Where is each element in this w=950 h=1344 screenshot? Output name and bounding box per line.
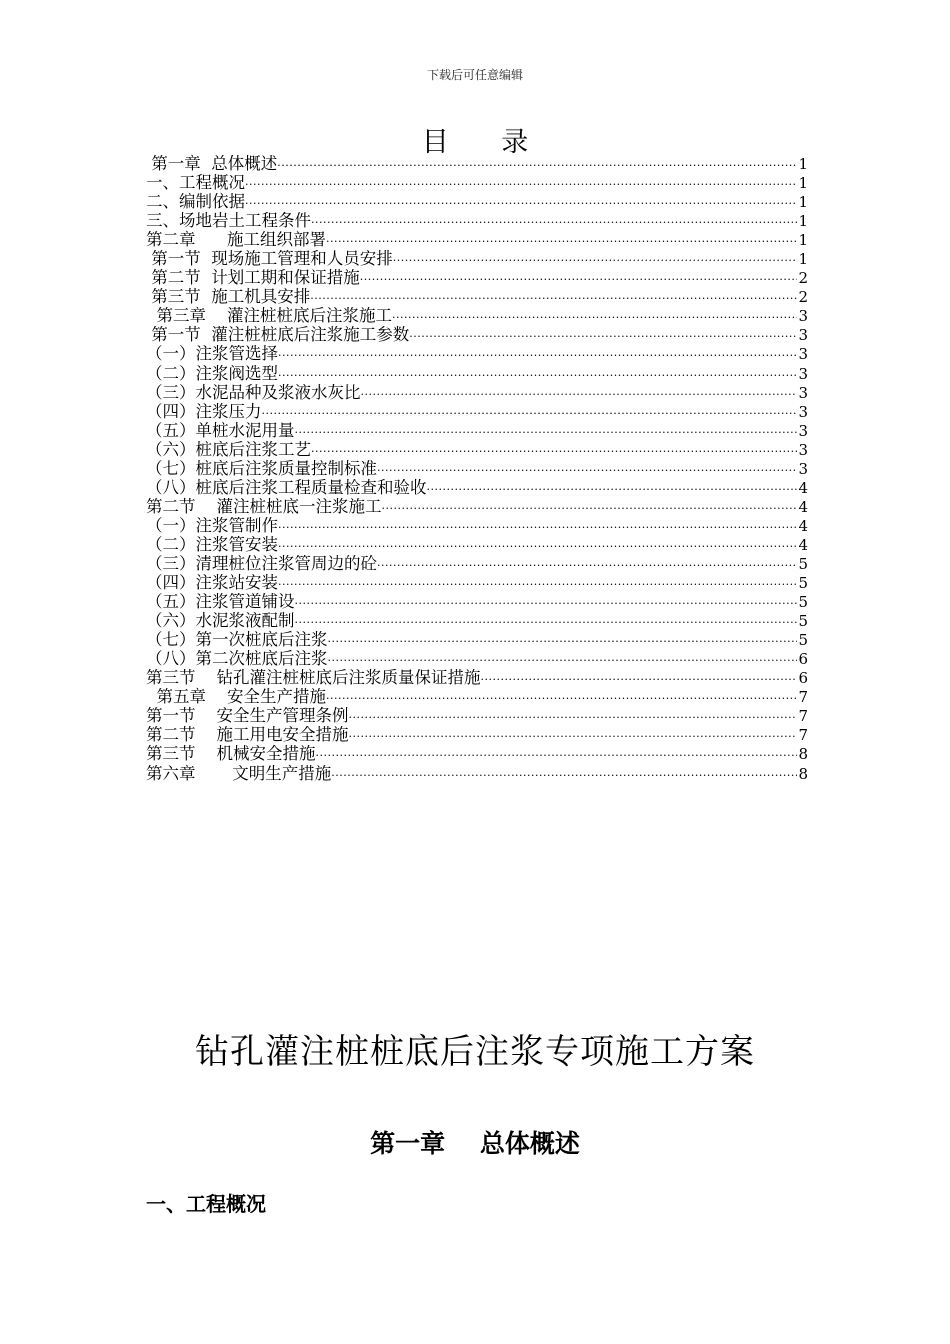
toc-leader-dots <box>328 651 798 668</box>
toc-entry[interactable] <box>146 421 808 440</box>
toc-entry[interactable] <box>146 497 808 516</box>
toc-entry-page: 3 <box>798 440 808 459</box>
toc-entry-page: 3 <box>798 326 808 345</box>
toc-entry[interactable] <box>146 706 808 725</box>
toc-entry[interactable] <box>146 230 808 249</box>
toc-entry[interactable] <box>146 668 808 687</box>
toc-entry-label: （八）桩底后注浆工程质量检查和验收 <box>146 477 427 497</box>
toc-entry[interactable] <box>146 268 808 287</box>
toc-entry-page: 4 <box>798 497 808 516</box>
toc-entry-page: 3 <box>798 421 808 440</box>
toc-entry-label: 第一章 总体概述 <box>146 154 278 173</box>
toc-entry[interactable] <box>146 249 808 268</box>
toc-leader-dots <box>315 746 797 763</box>
toc-entry-label: 第三节 施工机具安排 <box>146 287 311 307</box>
toc-entry-page: 8 <box>798 745 808 764</box>
toc-entry[interactable] <box>146 764 808 783</box>
toc-entry-page: 1 <box>798 193 808 212</box>
toc-leader-dots <box>326 232 797 249</box>
toc-entry-label: 第三章 灌注桩桩底后注浆施工 <box>146 306 392 326</box>
toc-entry[interactable] <box>146 516 808 535</box>
toc-entry-page: 6 <box>798 669 808 688</box>
toc-leader-dots <box>328 632 798 649</box>
toc-entry-page: 2 <box>798 288 808 307</box>
chapter-heading: 第一章 总体概述 <box>370 1129 580 1158</box>
toc-entry[interactable] <box>146 478 808 497</box>
toc-entry-label: （三）清理桩位注浆管周边的砼 <box>146 553 377 573</box>
toc-entry-label: 一、工程概况 <box>146 173 245 193</box>
toc-leader-dots <box>245 175 797 192</box>
toc-entry-label: （二）注浆管安装 <box>146 534 278 554</box>
toc-leader-dots <box>361 385 798 402</box>
toc-entry[interactable] <box>146 687 808 706</box>
toc-leader-dots <box>262 404 798 421</box>
toc-entry-page: 3 <box>798 402 808 421</box>
toc-entry-label: （四）注浆压力 <box>146 401 262 421</box>
toc-entry[interactable] <box>146 402 808 421</box>
toc-leader-dots <box>311 442 797 459</box>
toc-entry-page: 5 <box>798 554 808 573</box>
toc-leader-dots <box>278 575 797 592</box>
toc-entry[interactable] <box>146 592 808 611</box>
toc-entry[interactable] <box>146 554 808 573</box>
toc-entry-label: 第三节 钻孔灌注桩桩底后注浆质量保证措施 <box>146 668 481 688</box>
toc-entry-page: 1 <box>798 231 808 250</box>
toc-entry[interactable] <box>146 325 808 344</box>
toc-entry-page: 1 <box>798 174 808 193</box>
toc-title: 目 录 <box>421 127 551 158</box>
toc-entry-label: 第二章 施工组织部署 <box>146 230 326 250</box>
toc-entry-page: 1 <box>798 155 808 173</box>
toc-entry-page: 5 <box>798 574 808 593</box>
toc-entry[interactable] <box>146 649 808 668</box>
toc-leader-dots <box>277 156 797 173</box>
toc-leader-dots <box>278 346 797 363</box>
toc-leader-dots <box>295 594 798 611</box>
toc-entry-label: 第一节 安全生产管理条例 <box>146 706 349 726</box>
toc-leader-dots <box>311 213 797 230</box>
toc-leader-dots <box>331 766 797 783</box>
toc-entry[interactable] <box>146 173 808 192</box>
toc-leader-dots <box>377 461 797 478</box>
toc-entry-page: 3 <box>798 345 808 364</box>
document-title: 钻孔灌注桩桩底后注浆专项施工方案 <box>195 1032 755 1072</box>
toc-entry-page: 7 <box>798 726 808 745</box>
toc-entry-label: 第二节 施工用电安全措施 <box>146 725 349 745</box>
toc-entry-page: 5 <box>798 593 808 612</box>
toc-entry[interactable] <box>146 364 808 383</box>
toc-entry-label: 第六章 文明生产措施 <box>146 763 332 783</box>
toc-entry-label: （一）注浆管选择 <box>146 344 278 364</box>
toc-entry[interactable] <box>146 573 808 592</box>
toc-entry-label: 第三节 机械安全措施 <box>146 744 316 764</box>
toc-leader-dots <box>245 194 797 211</box>
toc-entry[interactable] <box>146 154 808 173</box>
toc-entry[interactable] <box>146 459 808 478</box>
toc-entry-label: （七）第一次桩底后注浆 <box>146 630 328 650</box>
toc-entry-label: 第二节 灌注桩桩底一注浆施工 <box>146 496 382 516</box>
toc-entry-page: 6 <box>798 650 808 669</box>
toc-leader-dots <box>348 708 797 725</box>
toc-entry-page: 2 <box>798 269 808 288</box>
toc-leader-dots <box>310 289 797 306</box>
toc-entry-label: 第五章 安全生产措施 <box>146 687 326 707</box>
toc-entry-label: 第二节 计划工期和保证措施 <box>146 268 360 288</box>
toc-entry[interactable] <box>146 306 808 325</box>
toc-entry-page: 7 <box>798 707 808 726</box>
toc-entry-page: 3 <box>798 459 808 478</box>
toc-leader-dots <box>409 327 797 344</box>
toc-entry[interactable] <box>146 344 808 363</box>
toc-entry[interactable] <box>146 611 808 630</box>
toc-entry[interactable] <box>146 211 808 230</box>
toc-entry-label: （八）第二次桩底后注浆 <box>146 649 328 669</box>
toc-entry-label: （一）注浆管制作 <box>146 515 278 535</box>
toc-leader-dots <box>393 251 798 268</box>
toc-leader-dots <box>295 423 798 440</box>
toc-leader-dots <box>348 727 797 744</box>
toc-entry[interactable] <box>146 287 808 306</box>
toc-entry-label: （四）注浆站安装 <box>146 573 278 593</box>
toc-entry-label: （七）桩底后注浆质量控制标准 <box>146 458 377 478</box>
toc-entry-label: 三、场地岩土工程条件 <box>146 211 311 231</box>
toc-entry[interactable] <box>146 725 808 744</box>
toc-leader-dots <box>480 670 797 687</box>
toc-entry-page: 4 <box>798 535 808 554</box>
toc-entry-label: （六）水泥浆液配制 <box>146 611 295 631</box>
toc-leader-dots <box>278 537 797 554</box>
toc-entry-page: 7 <box>798 688 808 707</box>
toc-leader-dots <box>326 689 797 706</box>
toc-entry-page: 3 <box>798 383 808 402</box>
toc-entry[interactable] <box>146 383 808 402</box>
toc-leader-dots <box>377 556 797 573</box>
toc-leader-dots <box>295 613 798 630</box>
toc-entry-page: 5 <box>798 631 808 650</box>
toc-entry-page: 8 <box>798 764 808 783</box>
toc-entry[interactable] <box>146 744 808 763</box>
toc-entry-label: （六）桩底后注浆工艺 <box>146 439 311 459</box>
toc-entry-page: 3 <box>798 307 808 326</box>
toc-entry-label: （二）注浆阀选型 <box>146 363 278 383</box>
toc-entry-page: 4 <box>798 478 808 497</box>
toc-entry[interactable] <box>146 440 808 459</box>
toc-entry-page: 1 <box>798 212 808 231</box>
toc-entry-page: 4 <box>798 516 808 535</box>
toc-entry-label: （三）水泥品种及浆液水灰比 <box>146 382 361 402</box>
toc-entry-page: 1 <box>798 250 808 269</box>
toc-entry-label: 第一节 现场施工管理和人员安排 <box>146 249 393 269</box>
toc-entry[interactable] <box>146 535 808 554</box>
toc-leader-dots <box>381 499 797 516</box>
toc-entry-label: 第一节 灌注桩桩底后注浆施工参数 <box>146 325 410 345</box>
toc-entry-page: 5 <box>798 612 808 631</box>
toc-entry-label: （五）注浆管道铺设 <box>146 592 295 612</box>
table-of-contents <box>146 154 808 783</box>
toc-entry[interactable] <box>146 630 808 649</box>
toc-leader-dots <box>392 308 797 325</box>
toc-leader-dots <box>360 270 798 287</box>
toc-entry[interactable] <box>146 192 808 211</box>
toc-leader-dots <box>278 518 797 535</box>
section-heading: 一、工程概况 <box>146 1192 266 1216</box>
toc-leader-dots <box>278 366 797 383</box>
toc-leader-dots <box>427 480 798 497</box>
toc-entry-label: （五）单桩水泥用量 <box>146 420 295 440</box>
header-note: 下载后可任意编辑 <box>426 68 523 82</box>
toc-entry-page: 3 <box>798 364 808 383</box>
toc-entry-label: 二、编制依据 <box>146 192 245 212</box>
